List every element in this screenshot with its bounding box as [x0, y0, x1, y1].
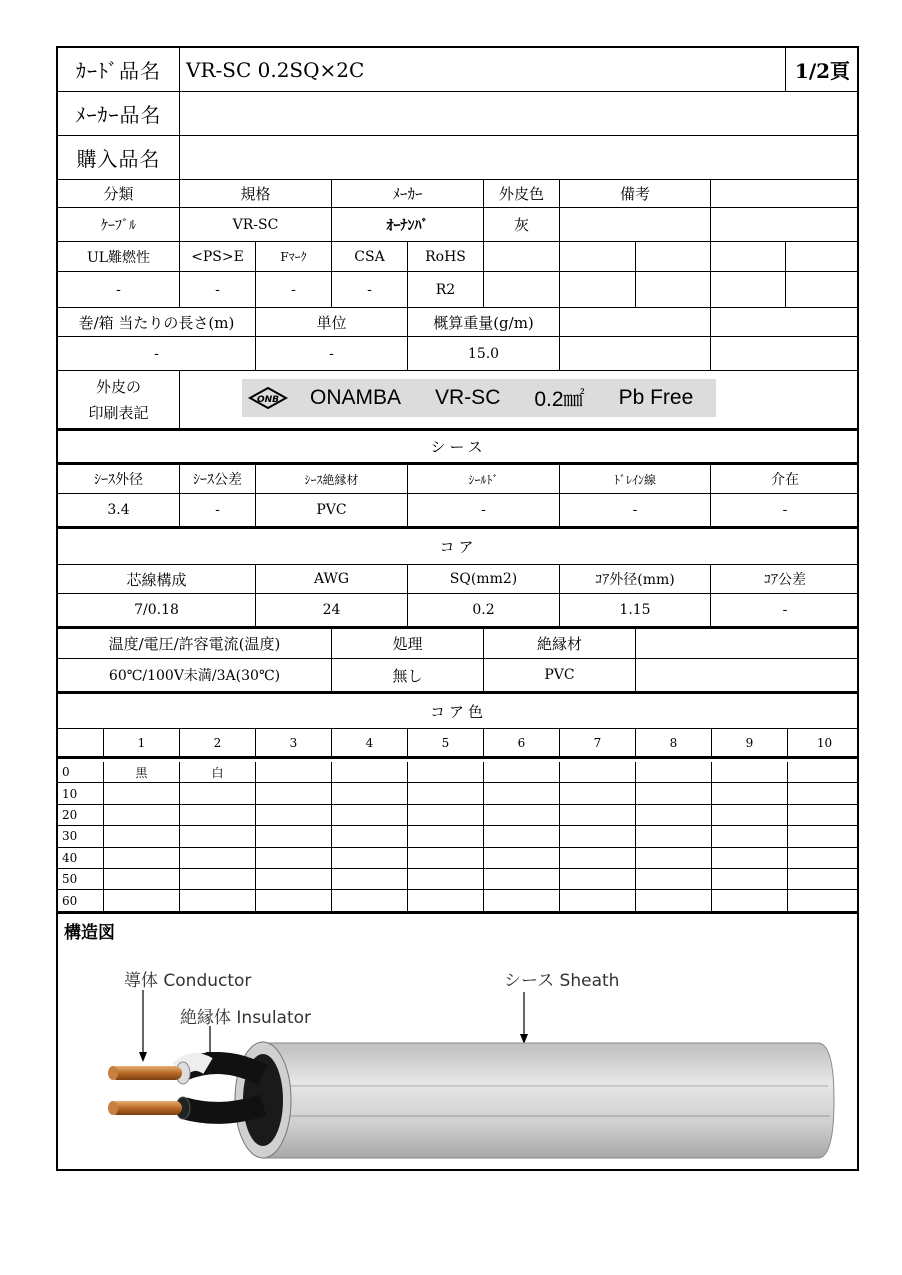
csa-label: CSA	[332, 242, 408, 271]
color-header-col: 9	[712, 729, 788, 756]
color-cell	[104, 783, 180, 803]
cert-val-blank-2	[560, 272, 636, 307]
row-index: 0	[58, 762, 104, 782]
color-cell	[408, 890, 484, 910]
color-cell	[788, 848, 861, 868]
structure-diagram	[58, 910, 857, 1169]
temp-value-row	[58, 659, 857, 694]
color-header-col: 7	[560, 729, 636, 756]
color-cell	[256, 805, 332, 825]
core-label-row	[58, 565, 857, 594]
color-cell	[332, 783, 408, 803]
color-cell	[104, 826, 180, 846]
color-cell	[484, 890, 560, 910]
sheath-tol-value: -	[180, 494, 256, 526]
core-title: コア	[439, 538, 478, 556]
spec-value: VR-SC	[180, 208, 332, 241]
card-value: VR-SC 0.2SQ×2C	[180, 48, 786, 91]
unit-value: -	[256, 337, 408, 370]
sq-value: 0.2	[408, 594, 560, 626]
color-cell	[408, 783, 484, 803]
svg-text:ONB: ONB	[256, 395, 280, 405]
color-label: 外皮色	[484, 180, 560, 207]
weight-label: 概算重量(g/m)	[408, 308, 560, 336]
unit-label: 単位	[256, 308, 408, 336]
print-label	[58, 371, 180, 428]
treatment-value: 無し	[332, 659, 484, 691]
color-cell	[332, 890, 408, 910]
insulation-label: 絶縁材	[484, 629, 636, 658]
color-cell	[332, 826, 408, 846]
class-value: ｹｰﾌﾞﾙ	[58, 208, 180, 241]
conductor-label: 導体 Conductor	[124, 971, 252, 991]
sq-label: SQ(mm2)	[408, 565, 560, 593]
color-cell	[484, 762, 560, 782]
print-item-type: VR-SC	[435, 386, 501, 409]
filler-label: 介在	[771, 472, 799, 488]
page-number: 1/2頁	[794, 59, 851, 83]
color-cell	[408, 848, 484, 868]
table-row	[58, 783, 857, 804]
print-item-brand: ONAMBA	[310, 386, 402, 409]
color-cell	[256, 890, 332, 910]
color-cell	[788, 805, 861, 825]
treatment-label: 処理	[332, 629, 484, 658]
color-cell	[180, 826, 256, 846]
color-cell	[484, 783, 560, 803]
color-cell	[560, 890, 636, 910]
buy-row	[58, 136, 857, 180]
cert-value-row	[58, 272, 857, 308]
color-cell	[256, 783, 332, 803]
color-cell	[788, 890, 861, 910]
fmark-value: -	[256, 272, 332, 307]
ul-value: -	[58, 272, 180, 307]
rohs-label: RoHS	[408, 242, 484, 271]
print-item-pbfree: Pb Free	[618, 386, 694, 409]
weight-val-blank-2	[711, 337, 859, 370]
table-row	[58, 762, 857, 783]
color-cell	[484, 848, 560, 868]
class-label-row	[58, 180, 857, 208]
color-header-col: 4	[332, 729, 408, 756]
color-cell	[332, 848, 408, 868]
color-cell	[256, 826, 332, 846]
print-label-line1: 外皮の	[95, 377, 141, 396]
color-cell	[788, 826, 861, 846]
table-row	[58, 826, 857, 847]
color-title: コア色	[429, 702, 487, 721]
temp-label: 温度/電圧/許容電流(温度)	[58, 629, 332, 658]
color-cell	[180, 869, 256, 889]
row-index: 50	[58, 869, 104, 889]
cert-blank-4	[711, 242, 786, 271]
cable-illustration	[58, 910, 859, 1172]
cert-val-blank-1	[484, 272, 560, 307]
color-cell	[560, 869, 636, 889]
ul-label: UL難燃性	[58, 242, 180, 271]
table-row	[58, 805, 857, 826]
sheath-title: シース	[430, 438, 487, 456]
sheath-title-row	[58, 431, 857, 465]
color-cell	[256, 869, 332, 889]
cert-blank-3	[636, 242, 711, 271]
maker-value	[180, 92, 859, 135]
color-header-col: 3	[256, 729, 332, 756]
color-cell	[180, 848, 256, 868]
color-cell	[104, 848, 180, 868]
rohs-value: R2	[408, 272, 484, 307]
table-row	[58, 848, 857, 869]
sheath-od-value: 3.4	[58, 494, 180, 526]
shield-value: -	[408, 494, 560, 526]
color-cell	[712, 869, 788, 889]
onamba-logo-icon	[248, 387, 288, 409]
insulation-value: PVC	[484, 659, 636, 691]
color-cell	[788, 783, 861, 803]
row-index: 10	[58, 783, 104, 803]
print-item-size: 0.2㎟	[534, 388, 585, 411]
color-cell	[332, 762, 408, 782]
cert-blank-2	[560, 242, 636, 271]
spec-sheet	[56, 46, 859, 1171]
sheath-od-label: ｼｰｽ外径	[58, 465, 180, 493]
card-row	[58, 48, 857, 92]
pse-value: -	[180, 272, 256, 307]
color-cell: 黒	[104, 762, 180, 782]
color-cell	[636, 848, 712, 868]
core-tol-label: ｺｱ公差	[764, 572, 806, 588]
maker-label: ﾒｰｶｰ品名	[58, 92, 180, 135]
color-cell	[332, 805, 408, 825]
color-cell	[256, 848, 332, 868]
structure-title: 構造図	[64, 923, 115, 943]
buy-label: 購入品名	[58, 136, 180, 179]
color-cell	[636, 762, 712, 782]
strand-value: 7/0.18	[58, 594, 256, 626]
color-cell	[408, 762, 484, 782]
color-cell	[560, 826, 636, 846]
spec-label: 規格	[180, 180, 332, 207]
print-marking	[242, 379, 716, 417]
row-index: 60	[58, 890, 104, 910]
awg-value: 24	[256, 594, 408, 626]
weight-blank-2	[711, 308, 859, 336]
note-value	[560, 208, 711, 241]
color-cell	[636, 783, 712, 803]
color-cell	[560, 805, 636, 825]
color-cell	[712, 848, 788, 868]
print-label-line2: 印刷表記	[88, 403, 149, 422]
color-cell	[180, 890, 256, 910]
core-title-row	[58, 529, 857, 565]
temp-blank-label	[636, 629, 859, 658]
color-cell	[408, 869, 484, 889]
weight-blank-1	[560, 308, 711, 336]
color-header-col: 2	[180, 729, 256, 756]
color-header-col: 5	[408, 729, 484, 756]
cert-blank-5	[786, 242, 859, 271]
row-index: 40	[58, 848, 104, 868]
color-cell	[104, 890, 180, 910]
maker-col-label: ﾒｰｶｰ	[332, 180, 484, 207]
color-header-col: 1	[104, 729, 180, 756]
color-title-row	[58, 694, 857, 729]
cert-blank-1	[484, 242, 560, 271]
color-header-col: 6	[484, 729, 560, 756]
blank-value	[711, 208, 859, 241]
sheath-label-row	[58, 465, 857, 494]
class-label: 分類	[58, 180, 180, 207]
drain-value: -	[560, 494, 711, 526]
color-cell	[712, 805, 788, 825]
cert-val-blank-5	[786, 272, 859, 307]
note-label: 備考	[560, 180, 711, 207]
color-cell	[104, 869, 180, 889]
fmark-label: Fﾏｰｸ	[256, 242, 332, 271]
color-cell	[712, 783, 788, 803]
csa-value: -	[332, 272, 408, 307]
color-cell	[636, 869, 712, 889]
sheath-ins-value: PVC	[256, 494, 408, 526]
color-header-col: 8	[636, 729, 712, 756]
color-cell	[180, 783, 256, 803]
print-row	[58, 371, 857, 431]
row-index: 30	[58, 826, 104, 846]
sheath-tol-label: ｼｰｽ公差	[180, 465, 256, 493]
color-cell	[788, 869, 861, 889]
filler-value: -	[782, 502, 788, 518]
color-cell	[636, 805, 712, 825]
color-cell	[484, 826, 560, 846]
color-value: 灰	[484, 208, 560, 241]
drain-label: ﾄﾞﾚｲﾝ線	[560, 465, 711, 493]
core-value-row	[58, 594, 857, 629]
temp-label-row	[58, 629, 857, 659]
core-tol-value: -	[782, 602, 788, 618]
color-cell	[104, 805, 180, 825]
pse-label: <PS>E	[180, 242, 256, 271]
cert-label-row	[58, 242, 857, 272]
color-cell	[636, 890, 712, 910]
maker-row	[58, 92, 857, 136]
color-cell: 白	[180, 762, 256, 782]
color-cell	[484, 869, 560, 889]
table-row	[58, 869, 857, 890]
color-cell	[332, 869, 408, 889]
sheath-label: シース Sheath	[504, 971, 620, 991]
strand-label: 芯線構成	[58, 565, 256, 593]
insulator-label: 絶縁体 Insulator	[180, 1008, 312, 1028]
sheath-ins-label: ｼｰｽ絶縁材	[256, 465, 408, 493]
color-cell	[180, 805, 256, 825]
blank-label	[711, 180, 859, 207]
length-label: 巻/箱 当たりの長さ(m)	[58, 308, 256, 336]
shield-label: ｼｰﾙﾄﾞ	[408, 465, 560, 493]
color-cell	[636, 826, 712, 846]
cert-val-blank-3	[636, 272, 711, 307]
awg-label: AWG	[256, 565, 408, 593]
core-od-label: ｺｱ外径(mm)	[560, 565, 711, 593]
maker-col-value: ｵｰﾅﾝﾊﾞ	[332, 208, 484, 241]
color-cell	[408, 805, 484, 825]
color-cell	[256, 762, 332, 782]
card-label: ｶｰﾄﾞ品名	[58, 48, 180, 91]
weight-value-row	[58, 337, 857, 371]
color-cell	[560, 783, 636, 803]
color-cell	[712, 762, 788, 782]
color-header-row	[58, 729, 857, 759]
color-cell	[484, 805, 560, 825]
color-cell	[408, 826, 484, 846]
weight-label-row	[58, 308, 857, 337]
temp-value: 60℃/100V未満/3A(30℃)	[58, 659, 332, 691]
color-cell	[712, 826, 788, 846]
length-value: -	[58, 337, 256, 370]
sheath-value-row	[58, 494, 857, 529]
color-cell	[712, 890, 788, 910]
weight-value: 15.0	[408, 337, 560, 370]
weight-val-blank-1	[560, 337, 711, 370]
cert-val-blank-4	[711, 272, 786, 307]
color-cell	[788, 762, 861, 782]
class-value-row	[58, 208, 857, 242]
color-header-col: 10	[816, 735, 833, 750]
buy-value	[180, 136, 859, 179]
color-cell	[560, 762, 636, 782]
color-header-corner	[58, 729, 104, 756]
row-index: 20	[58, 805, 104, 825]
temp-blank-value	[636, 659, 859, 691]
core-od-value: 1.15	[560, 594, 711, 626]
color-cell	[560, 848, 636, 868]
